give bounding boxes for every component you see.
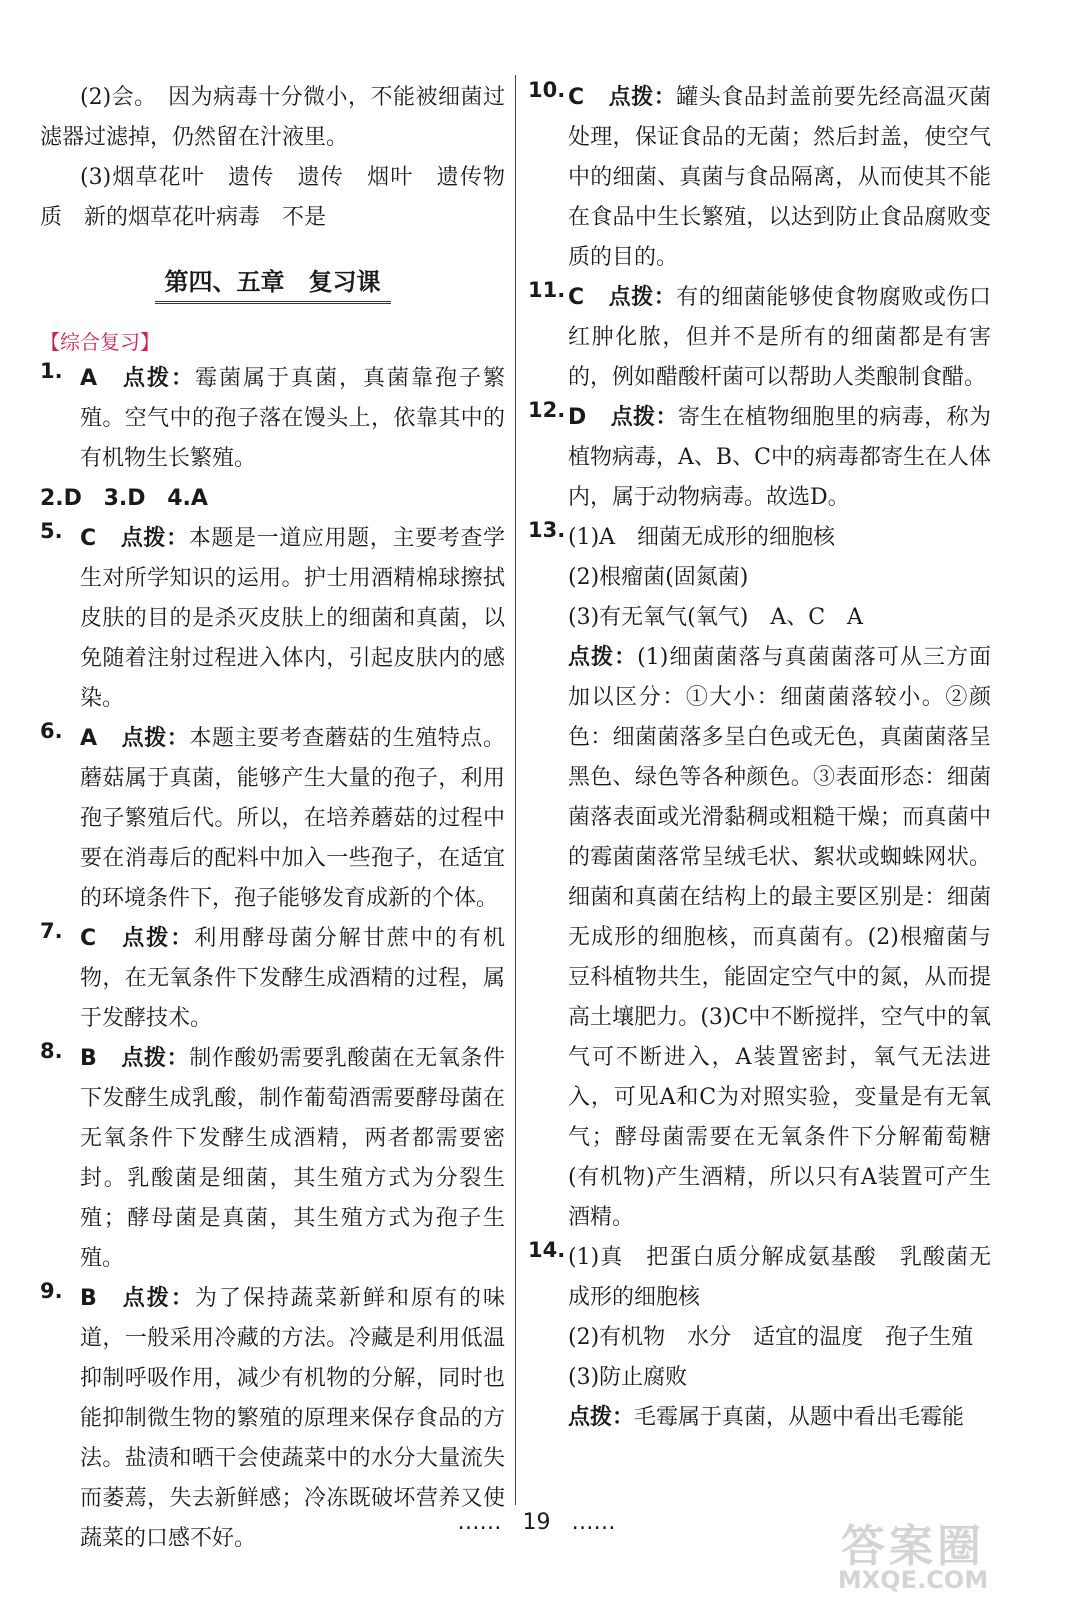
hint-label: 点拨： bbox=[610, 405, 678, 430]
item-number: 8. bbox=[40, 1039, 63, 1063]
watermark-logo bbox=[793, 1510, 1033, 1594]
hint-label: 点拨： bbox=[120, 926, 195, 951]
answer-item-7 bbox=[40, 919, 505, 1039]
q13-line-2: (2)根瘤菌(固氮菌) bbox=[568, 565, 749, 590]
answer-item-14 bbox=[528, 1238, 991, 1438]
intro-answer-3: (3)烟草花叶 遗传 遗传 烟叶 遗传物质 新的烟草花叶病毒 不是 bbox=[40, 165, 505, 230]
item-answer: A bbox=[80, 366, 98, 391]
q14-line-1: (1)真 把蛋白质分解成氨基酸 乳酸菌无成形的细胞核 bbox=[568, 1245, 991, 1310]
answer-3: 3.D bbox=[103, 486, 146, 511]
chapter-heading bbox=[40, 258, 505, 304]
q14-line-3: (3)防止腐败 bbox=[568, 1365, 688, 1390]
item-answer: C bbox=[568, 85, 585, 110]
hint-text: (1)细菌菌落与真菌菌落可从三方面加以区分：①大小：细菌菌落较小。②颜色：细菌菌落多呈白色或无色，真菌菌落呈黑色、绿色等各种颜色。③表面形态：细菌菌落表面或光滑黏稠或粗糙干燥；而真菌中的霉菌菌落常呈绒毛状、絮状或蜘蛛网状。细菌和真菌在结构上的最主要区别是：细菌无成形的细胞核，而真菌有。(2)根瘤菌与豆科植物共生，能固定空气中的氮，从而提高土壤肥力。(3)C中不断搅拌，空气中的氧气可不断进入，A装置密封，氧气无法进入，可见A和C为对照实验，变量是有无氧气；酵母菌需要在无氧条件下分解葡萄糖(有机物)产生酒精，所以只有A装置可产生酒精。 bbox=[568, 645, 991, 1230]
item-answer: B bbox=[80, 1046, 97, 1071]
q14-line-2: (2)有机物 水分 适宜的温度 孢子生殖 bbox=[568, 1325, 974, 1350]
hint-label: 点拨： bbox=[120, 526, 189, 551]
hint-text: 利用酵母菌分解甘蔗中的有机物，在无氧条件下发酵生成酒精的过程，属于发酵技术。 bbox=[80, 926, 505, 1031]
hint-label: 点拨： bbox=[121, 366, 196, 391]
page-number: 19 bbox=[522, 1510, 551, 1535]
answer-item-1 bbox=[40, 359, 505, 479]
answer-4: 4.A bbox=[167, 486, 208, 511]
item-number: 6. bbox=[40, 719, 63, 743]
item-answer: B bbox=[80, 1286, 97, 1311]
chapter-title: 第四、五章 复习课 bbox=[155, 258, 391, 304]
answer-item-11 bbox=[528, 278, 991, 398]
q13-line-1: (1)A 细菌无成形的细胞核 bbox=[568, 525, 836, 550]
item-number: 1. bbox=[40, 359, 63, 383]
watermark-url: MXQE.COM bbox=[837, 1566, 989, 1594]
item-number: 14. bbox=[528, 1238, 566, 1262]
item-answer: C bbox=[80, 526, 97, 551]
footer-dots-right: …… bbox=[571, 1510, 616, 1535]
hint-text: 本题是一道应用题，主要考查学生对所学知识的运用。护士用酒精棉球擦拭皮肤的目的是杀灭皮肤上的细菌和真菌，以免随着注射过程进入体内，引起皮肤内的感染。 bbox=[80, 526, 505, 711]
item-number: 9. bbox=[40, 1279, 63, 1303]
answer-item-8 bbox=[40, 1039, 505, 1279]
hint-text: 有的细菌能够使食物腐败或伤口红肿化脓，但并不是所有的细菌都是有害的，例如醋酸杆菌可以帮助人类酿制食醋。 bbox=[568, 285, 991, 390]
item-number: 10. bbox=[528, 78, 566, 102]
hint-label: 点拨： bbox=[608, 85, 677, 110]
hint-text: 制作酸奶需要乳酸菌在无氧条件下发酵生成乳酸，制作葡萄酒需要酵母菌在无氧条件下发酵生成酒精，两者都需要密封。乳酸菌是细菌，其生殖方式为分裂生殖；酵母菌是真菌，其生殖方式为孢子生殖。 bbox=[80, 1046, 505, 1271]
right-column bbox=[528, 78, 991, 1438]
item-answer: D bbox=[568, 405, 587, 430]
item-answer: A bbox=[80, 726, 98, 751]
item-answer: C bbox=[80, 926, 97, 951]
item-answer: C bbox=[568, 285, 585, 310]
hint-label: 点拨： bbox=[120, 1286, 195, 1311]
column-divider bbox=[515, 75, 516, 1505]
answer-item-6 bbox=[40, 719, 505, 919]
answer-item-5 bbox=[40, 519, 505, 719]
hint-text: 本题主要考查蘑菇的生殖特点。蘑菇属于真菌，能够产生大量的孢子，利用孢子繁殖后代。所以，在培养蘑菇的过程中要在消毒后的配料中加入一些孢子，在适宜的环境条件下，孢子能够发育成新的个体。 bbox=[80, 726, 505, 911]
item-number: 11. bbox=[528, 278, 566, 302]
hint-label: 点拨： bbox=[121, 726, 190, 751]
section-tag: 【综合复习】 bbox=[40, 330, 160, 354]
item-number: 12. bbox=[528, 398, 566, 422]
item-number: 13. bbox=[528, 518, 566, 542]
item-number: 7. bbox=[40, 919, 63, 943]
hint-text: 霉菌属于真菌，真菌靠孢子繁殖。空气中的孢子落在馒头上，依靠其中的有机物生长繁殖。 bbox=[80, 366, 505, 471]
answer-items-2-4 bbox=[40, 479, 505, 519]
answer-item-12 bbox=[528, 398, 991, 518]
footer-dots-left: …… bbox=[457, 1510, 502, 1535]
hint-label: 点拨： bbox=[568, 1405, 635, 1430]
q13-line-3: (3)有无氧气(氧气) A、C A bbox=[568, 605, 863, 630]
answer-2: 2.D bbox=[40, 486, 82, 511]
hint-label: 点拨： bbox=[568, 645, 638, 670]
hint-label: 点拨： bbox=[120, 1046, 190, 1071]
hint-text: 寄生在植物细胞里的病毒，称为植物病毒，A、B、C中的病毒都寄生在人体内，属于动物病毒。故选D。 bbox=[568, 405, 991, 510]
left-column bbox=[40, 78, 505, 1559]
item-number: 5. bbox=[40, 519, 63, 543]
hint-text: 毛霉属于真菌，从题中看出毛霉能 bbox=[634, 1405, 965, 1430]
answer-item-10 bbox=[528, 78, 991, 278]
answer-item-13 bbox=[528, 518, 991, 1238]
intro-answer-2: (2)会。 因为病毒十分微小，不能被细菌过滤器过滤掉，仍然留在汁液里。 bbox=[40, 85, 505, 150]
watermark-text: 答案圈 bbox=[841, 1521, 985, 1572]
hint-text: 为了保持蔬菜新鲜和原有的味道，一般采用冷藏的方法。冷藏是利用低温抑制呼吸作用，减少有机物的分解，同时也能抑制微生物的繁殖的原理来保存食品的方法。盐渍和晒干会使蔬菜中的水分大量流失而萎蔫，失去新鲜感；冷冻既破坏营养又使蔬菜的口感不好。 bbox=[80, 1286, 505, 1551]
hint-text: 罐头食品封盖前要先经高温灭菌处理，保证食品的无菌；然后封盖，使空气中的细菌、真菌与食品隔离，从而使其不能在食品中生长繁殖，以达到防止食品腐败变质的目的。 bbox=[568, 85, 991, 270]
hint-label: 点拨： bbox=[608, 285, 677, 310]
